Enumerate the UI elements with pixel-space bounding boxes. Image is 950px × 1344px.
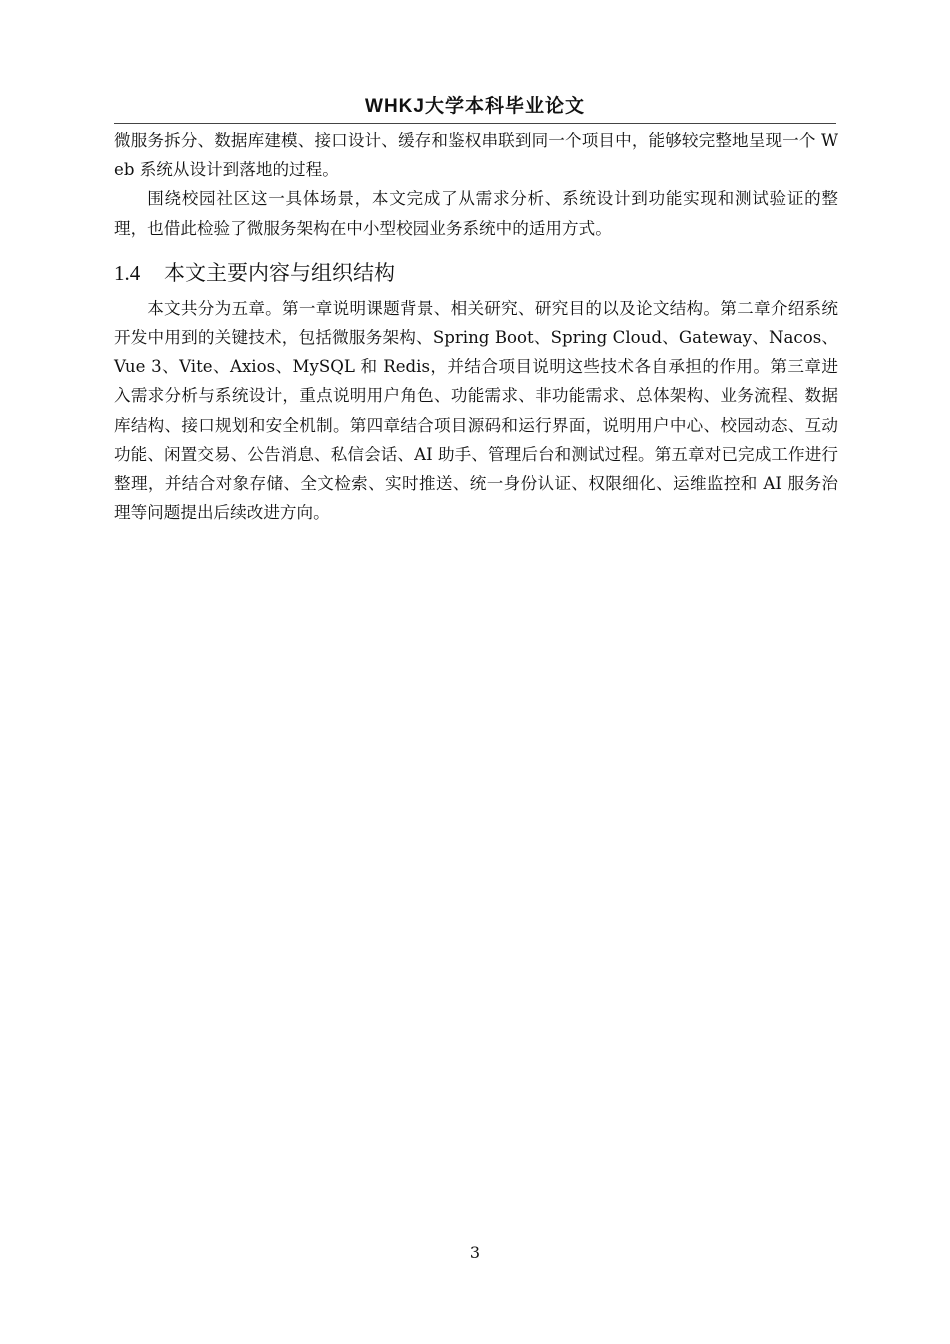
- paragraph-campus-scenario: 围绕校园社区这一具体场景，本文完成了从需求分析、系统设计到功能实现和测试验证的整理，也借此检验了微服务架构在中小型校园业务系统中的适用方式。: [114, 189, 838, 238]
- page-body: [114, 126, 838, 527]
- paragraph-continued: 微服务拆分、数据库建模、接口设计、缓存和鉴权串联到同一个项目中，能够较完整地呈现一个 Web 系统从设计到落地的过程。: [114, 131, 838, 180]
- running-header: WHKJ大学本科毕业论文: [365, 96, 585, 117]
- header-rule: [114, 123, 836, 124]
- section-title: 本文主要内容与组织结构: [164, 260, 395, 285]
- section-heading: [114, 258, 838, 288]
- paragraph-structure: 本文共分为五章。第一章说明课题背景、相关研究、研究目的以及论文结构。第二章介绍系统开发中用到的关键技术，包括微服务架构、Spring Boot、Spring Cloud、Gateway、Nacos、Vue 3、Vite、Axios、MySQL 和 Redis，并结合项目说明这些技术各自承担的作用。第三章进入需求分析与系统设计，重点说明用户角色、功能需求、非功能需求、总体架构、业务流程、数据库结构、接口规划和安全机制。第四章结合项目源码和运行界面，说明用户中心、校园动态、互动功能、闲置交易、公告消息、私信会话、AI 助手、管理后台和测试过程。第五章对已完成工作进行整理，并结合对象存储、全文检索、实时推送、统一身份认证、权限细化、运维监控和 AI 服务治理等问题提出后续改进方向。: [114, 298, 838, 523]
- section-number: 1.4: [114, 260, 141, 285]
- page-number: 3: [469, 1243, 481, 1262]
